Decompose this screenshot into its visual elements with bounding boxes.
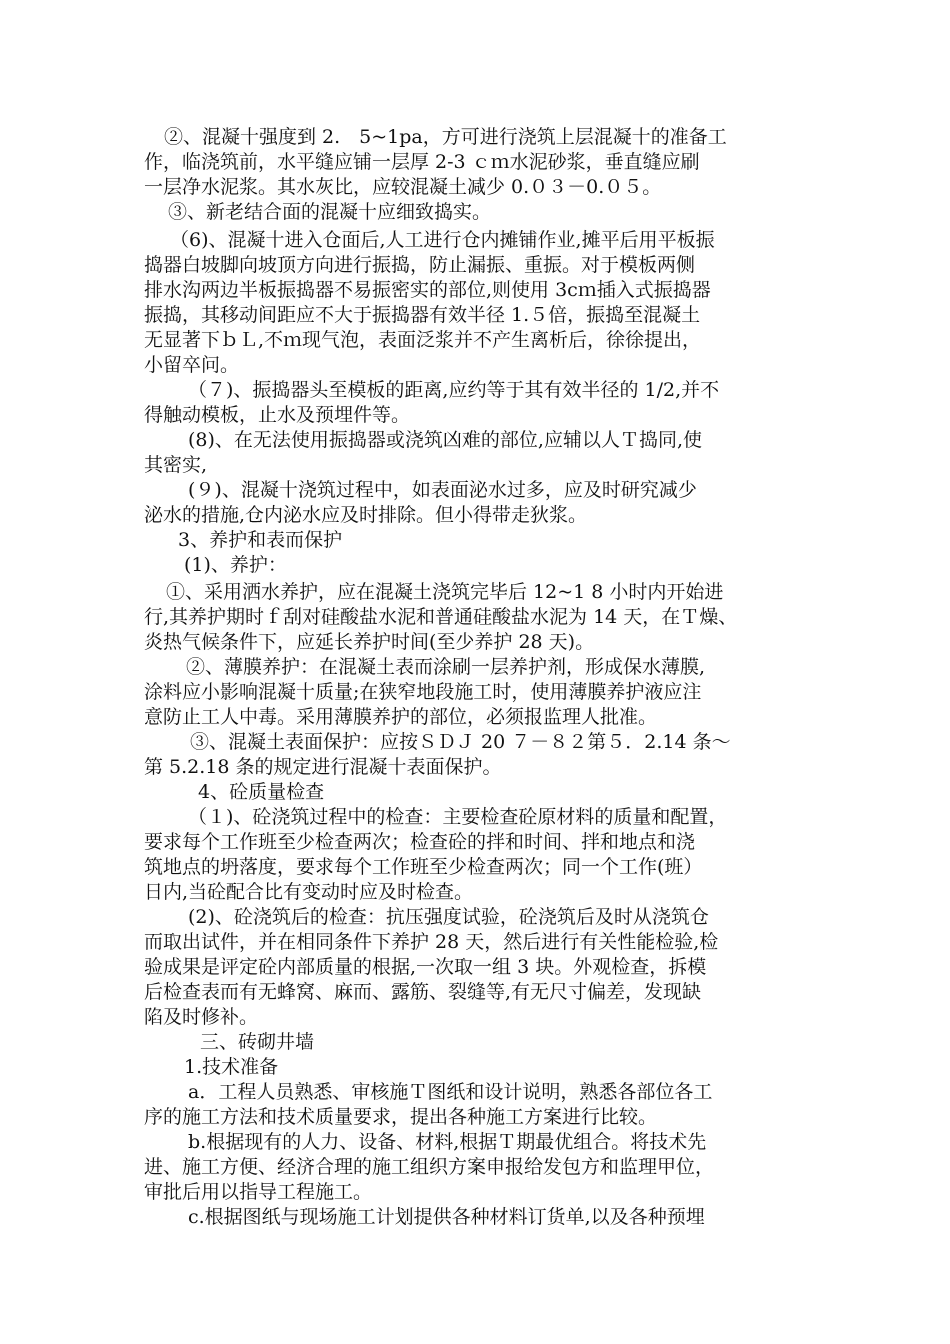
text-line: （6)、混凝十进入仓面后,人工进行仓内摊铺作业,摊平后用平板振 xyxy=(170,229,715,251)
text-line: 日内,当砼配合比有变动时应及时检查。 xyxy=(144,881,474,903)
text-line: (2)、砼浇筑后的检查：抗压强度试验，砼浇筑后及时从浇筑仓 xyxy=(188,906,709,928)
text-line: 要求每个工作班至少检查两次；检查砼的拌和时间、拌和地点和浇 xyxy=(144,831,696,853)
subsection-heading: 1.技术准备 xyxy=(184,1056,279,1078)
text-line: 炎热气候条件下，应延长养护时间(至少养护 28 天)。 xyxy=(144,631,595,653)
text-line: 无显著下ｂＬ,不ｍ现气泡，表面泛浆并不产生离析后，徐徐提出， xyxy=(144,329,702,351)
text-line: ①、采用洒水养护，应在混凝土浇筑完毕后 12~1 8 小时内开始进 xyxy=(166,581,724,603)
text-line: 审批后用以指导工程施工。 xyxy=(144,1181,373,1203)
text-line: 后检查表而有无蜂窝、麻而、露筋、裂缝等,有无尺寸偏差，发现缺 xyxy=(144,981,702,1003)
text-line: a．工程人员熟悉、审核施Ｔ图纸和设计说明，熟悉各部位各工 xyxy=(188,1081,713,1103)
text-line: 第 5.2.18 条的规定进行混凝十表面保护。 xyxy=(144,756,502,778)
text-line: 捣器白坡脚向坡顶方向进行振捣，防止漏振、重振。对于模板两侧 xyxy=(144,254,696,276)
text-line: 涂料应小影响混凝十质量;在狭窄地段施工时，使用薄膜养护液应注 xyxy=(144,681,702,703)
text-line: 振捣，其移动间距应不大于振捣器有效半径 1.５倍，振捣至混凝土 xyxy=(144,304,701,326)
text-line: 进、施工方便、经济合理的施工组织方案申报给发包方和监理甲位， xyxy=(144,1156,715,1178)
text-line: 意防止工人中毒。采用薄膜养护的部位，必须报监理人批准。 xyxy=(144,706,658,728)
section-heading: 4、砼质量检查 xyxy=(198,781,325,803)
text-line: 行,其养护期时ｆ刮对硅酸盐水泥和普通硅酸盐水泥为 14 天，在Ｔ燥、 xyxy=(144,606,738,628)
text-line: b.根据现有的人力、设备、材料,根据Ｔ期最优组合。将技术先 xyxy=(188,1131,707,1153)
text-line: c.根据图纸与现场施工计划提供各种材料订货单,以及各种预埋 xyxy=(188,1206,705,1228)
text-line: 而取出试件，并在相同条件下养护 28 天，然后进行有关性能检验,检 xyxy=(144,931,719,953)
text-line: 得触动模板，止水及预埋件等。 xyxy=(144,404,411,426)
text-line: ③、混凝土表面保护：应按ＳＤＪ 20 ７－８２第５．2.14 条～ xyxy=(190,731,731,753)
text-line: （１)、砼浇筑过程中的检查：主要检查砼原材料的质量和配置， xyxy=(188,806,728,828)
text-line: ③、新老结合面的混凝十应细致捣实。 xyxy=(168,201,492,223)
text-line: 筑地点的坍落度，要求每个工作班至少检查两次；同一个工作(班） xyxy=(144,856,703,878)
text-line: 一层净水泥浆。其水灰比，应较混凝土减少 0.０３－0.０５。 xyxy=(144,176,662,198)
text-line: 序的施工方法和技术质量要求，提出各种施工方案进行比较。 xyxy=(144,1106,658,1128)
text-line: 排水沟两边半板振捣器不易振密实的部位,则使用 3cｍ插入式振捣器 xyxy=(144,279,711,301)
text-line: 小留卒问。 xyxy=(144,354,240,376)
text-line: 作，临浇筑前，水平缝应铺一层厚 2-3 ｃｍ水泥砂浆，垂直缝应刷 xyxy=(144,151,700,173)
chapter-heading: 三、砖砌井墙 xyxy=(200,1031,315,1053)
section-heading: 3、养护和表而保护 xyxy=(178,529,343,551)
subsection-heading: (1)、养护： xyxy=(184,554,287,576)
text-line: ②、混凝十强度到 2. 5~1pa，方可进行浇筑上层混凝十的准备工 xyxy=(164,126,727,148)
text-line: 陷及时修补。 xyxy=(144,1006,259,1028)
text-line: (９)、混凝十浇筑过程中，如表面泌水过多，应及时研究减少 xyxy=(188,479,697,501)
text-line: 验成果是评定砼内部质量的根据,一次取一组 3 块。外观检查，拆模 xyxy=(144,956,707,978)
text-line: (8)、在无法使用振捣器或浇筑凶难的部位,应辅以人Ｔ捣同,使 xyxy=(188,429,702,451)
text-line: 泌水的措施,仓内泌水应及时排除。但小得带走狄浆。 xyxy=(144,504,588,526)
text-line: 其密实, xyxy=(144,454,208,476)
text-line: ②、薄膜养护：在混凝土表而涂刷一层养护剂，形成保水薄膜, xyxy=(186,656,706,678)
text-line: （７)、振捣器头至模板的距离,应约等于其有效半径的 1/2,并不 xyxy=(188,379,720,401)
